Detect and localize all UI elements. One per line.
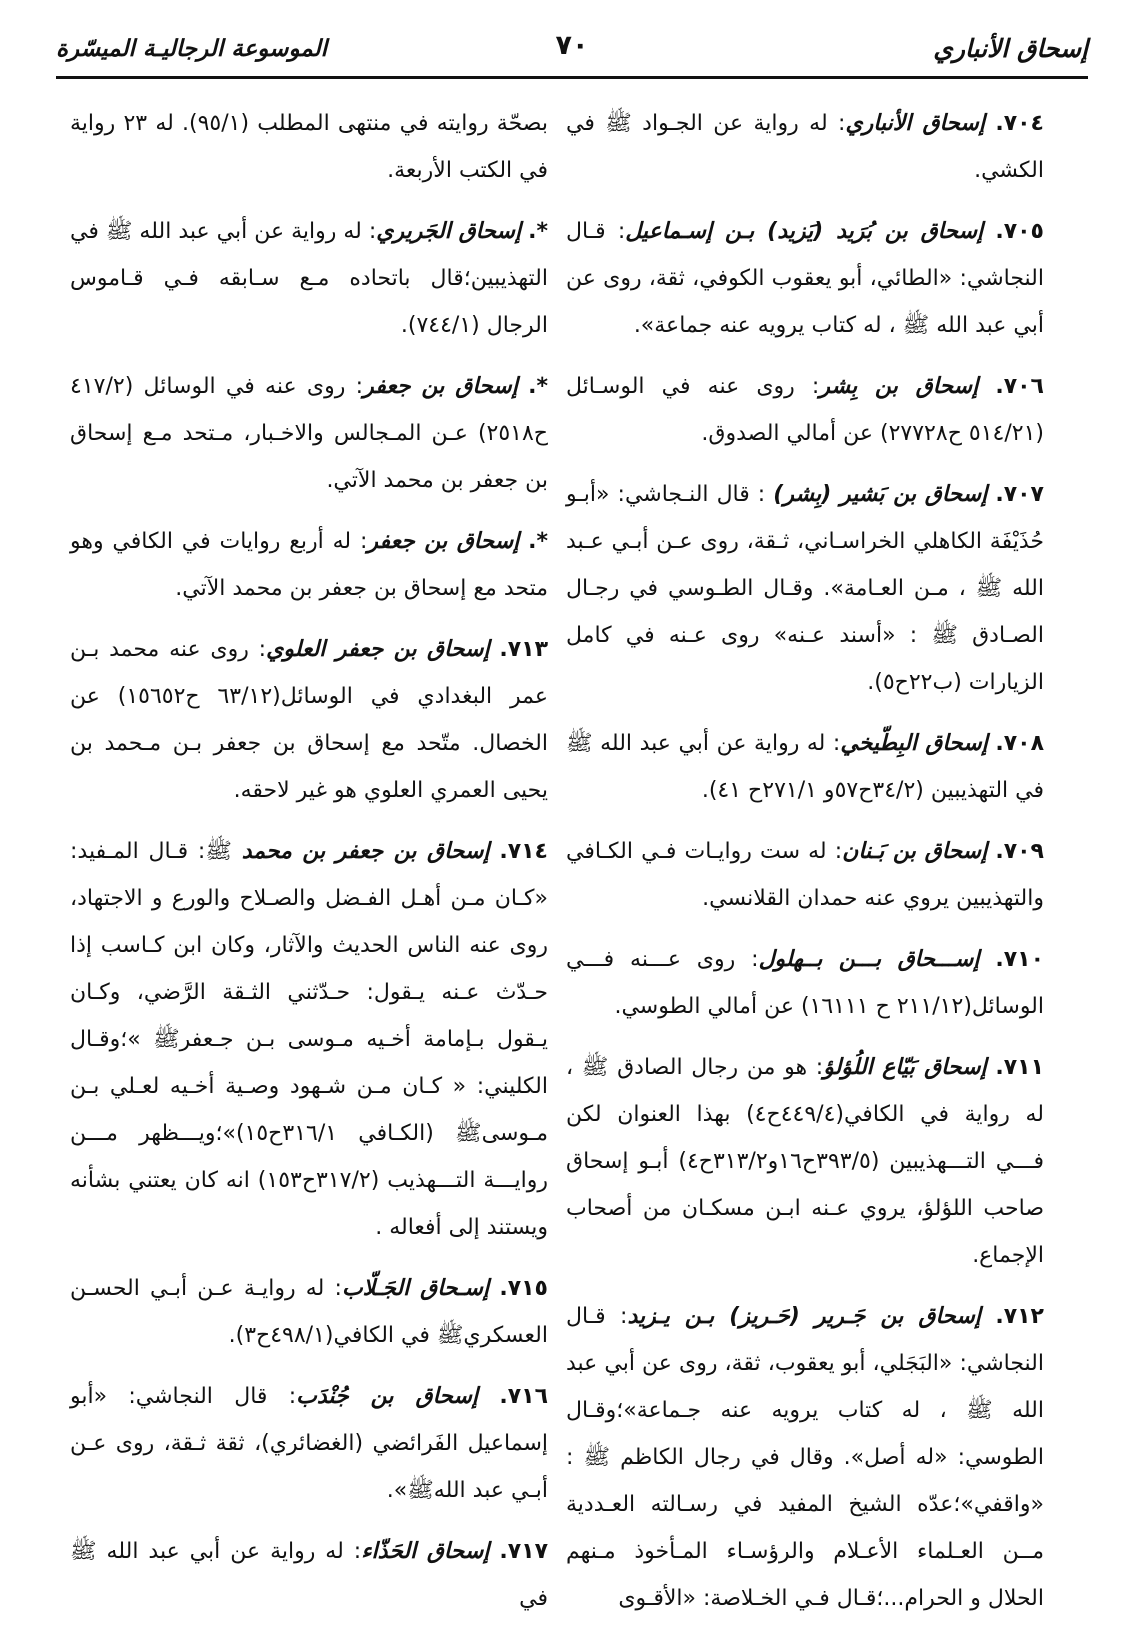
entry-text: : له رواية عن أبي عبد الله ﷺ في التهذيبين (٣٤/٢ح٥٧و ٢٧١/١ح ٤١). [566, 731, 1044, 803]
entry-710 [566, 936, 1044, 1030]
entry-number: ٧٠٩. [995, 839, 1044, 864]
entry-number: ٧٠٥. [995, 219, 1044, 244]
entry-name: إسحاق بَيّاع اللُؤلؤ [823, 1055, 987, 1080]
entry-text: : روى عنه في الوسـائل (٥١٤/٢١ ح٢٧٧٢٨) عن أمالي الصدوق. [566, 374, 1044, 446]
entry-number: ٧١٤. [499, 839, 548, 864]
entry-709 [566, 828, 1044, 922]
entry-name: إسحاق بن جَـرير (حَـريز) بـن يـزيد [627, 1304, 981, 1329]
entry-text: : قـال النجاشي: «البَجَلي، أبو يعقوب، ثقة، روى عن أبي عبد الله ﷺ ، له كتاب يرويه عنه جـماعة»؛وقـال الطوسي: «له أصل». وقال في رجال الكاظم ﷺ : «واقفي»؛عدّه الشيخ المفيد في رسـالته العـددية مــن العـلماء الأعـلام والرؤسـاء المـأخوذ مـنهم الحلال و الحرام...؛قـال فـي الخـلاصة: «الأقـوى [566, 1304, 1044, 1611]
entry-716 [70, 1373, 548, 1514]
entry-name: إسحاق بن بَشير (بِشر) [773, 482, 988, 507]
entry-name: إسحاق بن جعفر [363, 374, 518, 399]
running-title-left: الموسوعة الرجاليـة الميسّرة [56, 36, 328, 62]
entry-name: إســـحاق بـــن بــهلول [758, 947, 980, 972]
entry-number: ٧١٧. [499, 1539, 549, 1564]
right-column [566, 100, 1044, 1636]
entry-number: *. [528, 374, 548, 399]
entry-text: : له أربع روايات في الكافي وهو متحد مع إسحاق بن جعفر بن محمد الآتي. [70, 529, 548, 601]
entry-name: إسحاق بن بَـنان [842, 839, 988, 864]
entry-jafar-2 [70, 518, 548, 612]
entry-name: إسحاق الحَذّاء [361, 1539, 490, 1564]
entry-712 [566, 1293, 1044, 1622]
entry-text: : له رواية عن أبي عبد الله ﷺ في [70, 1539, 548, 1611]
entry-jafar-1 [70, 363, 548, 504]
entry-text: : روى عنه في الوسائل (٤١٧/٢ ح٢٥١٨) عـن المـجالس والاخـبار، مـتحد مـع إسحاق بن جعفر بن محمد الآتي. [70, 374, 548, 493]
entry-number: ٧١٣. [499, 637, 549, 662]
entry-name: إسحاق بن جعفر العلوي [266, 637, 490, 662]
entry-text: بصحّة روايته في منتهى المطلب (٩٥/١). له ٢٣ رواية في الكتب الأربعة. [70, 111, 548, 183]
entry-number: ٧٠٤. [995, 111, 1044, 136]
entry-number: ٧١٦. [499, 1384, 549, 1409]
entry-text: : له ست روايـات فـي الكـافي والتهذيبين يروي عنه حمدان القلانسي. [566, 839, 1044, 911]
entry-name: إسحاق بن بِشر [819, 374, 979, 399]
entry-name: إسحاق بن بُرَيد (يَزيد) بـن إسـماعيل [625, 219, 984, 244]
entry-number: *. [528, 219, 548, 244]
entry-707 [566, 471, 1044, 706]
entry-706 [566, 363, 1044, 457]
entry-number: *. [528, 529, 548, 554]
entry-text: : له رواية عن أبي عبد الله ﷺ في التهذيبين؛قال باتحاده مـع سـابقه فـي قـاموس الرجال (٧٤٤/١). [70, 219, 548, 338]
entry-number: ٧١١. [995, 1055, 1045, 1080]
entry-name: إسحاق بن جُنْدَب [296, 1384, 479, 1409]
entry-text: : له روايـة عـن أبـي الحسـن العسكريﷺ في الكافي(٤٩٨/١ح٣). [70, 1276, 548, 1348]
entry-711 [566, 1044, 1044, 1279]
entry-text: : هو من رجال الصادق ﷺ ، له رواية في الكافي(٤٤٩/٤ح٤) بهذا العنوان لكن فـــي التـــهذيبين (٣٩٣/٥ح١٦و٣١٣/٢ح٤) أبـو إسحاق صاحب اللؤلؤ، يروي عـنه ابـن مسكـان من أصحاب الإجماع. [566, 1055, 1044, 1268]
entry-text: : قـال النجاشي: «الطائي، أبو يعقوب الكوفي، ثقة، روى عن أبي عبد الله ﷺ ، له كتاب يرويه عنه جماعة». [566, 219, 1044, 338]
entry-number: ٧٠٨. [995, 731, 1045, 756]
entry-name: إسحاق البِطّيخي [840, 731, 988, 756]
entry-text: : روى عنه محمد بـن عمر البغدادي في الوسائل(٦٣/١٢ ح١٥٦٥٢) عن الخصال. متّحد مع إسحاق بن جعفر بـن مـحمد بن يحيى العمري العلوي هو غير لاحقه. [70, 637, 549, 803]
header-rule [56, 76, 1088, 79]
entry-number: ٧١٠. [995, 947, 1045, 972]
entry-708 [566, 720, 1044, 814]
entry-name: إسحاق الجَريري [376, 219, 522, 244]
entry-name: إسـحاق الجَـلّاب [341, 1276, 490, 1301]
left-column [70, 100, 548, 1636]
entry-number: ٧١٢. [995, 1304, 1044, 1329]
entry-705 [566, 208, 1044, 349]
running-title-right: إسحاق الأنباري [933, 34, 1088, 63]
entry-number: ٧٠٧. [995, 482, 1044, 507]
entry-704 [566, 100, 1044, 194]
page-number: ٧٠ [555, 30, 589, 61]
entry-text: : له رواية عن الجـواد ﷺ في الكشي. [566, 111, 1044, 183]
entry-text: : روى عـــنه فـــي الوسائل(٢١١/١٢ ح ١٦١١١) عن أمالي الطوسي. [566, 947, 1044, 1019]
entry-712-continued [70, 100, 548, 194]
entry-number: ٧٠٦. [995, 374, 1044, 399]
entry-714 [70, 828, 548, 1251]
entry-jariri [70, 208, 548, 349]
entry-text: : قال النـجاشي: «أبـو حُذَيْفَة الكاهلي الخراسـاني، ثـقة، روى عـن أبـي عـبد الله ﷺ ، مـن العـامة». وقـال الطـوسي في رجـال الصـادق ﷺ : «أسند عـنه» روى عـنه في كامل الزيارات (ب٢٢ح٥). [566, 482, 1044, 695]
entry-715 [70, 1265, 548, 1359]
entry-717 [70, 1528, 548, 1622]
entry-name: إسحاق بن جعفر [367, 529, 520, 554]
page-header [56, 30, 1088, 74]
entry-number: ٧١٥. [499, 1276, 548, 1301]
entry-713 [70, 626, 548, 814]
entry-text: ﷺ: قـال المـفيد: «كـان مـن أهـل الفـضل والصـلاح والورع و الاجتهاد، روى عنه الناس الحديث والآثار، وكان ابن كـاسب إذا حـدّث عـنه يـقول: حـدّثني الثـقة الرَّضي، وكـان يـقول بـإمامة أخـيه مـوسى بـن جـعفرﷺ »؛وقـال الكليني: « كـان مـن شـهود وصـية أخـيه لعـلي بـن مـوسىﷺ (الكـافي ٣١٦/١ح١٥)»؛ويـــظهر مـــن روايـــة التـــهذيب (٣١٧/٢ح١٥٣) انه كان يعتني بشأنه ويستند إلى أفعاله . [70, 839, 548, 1240]
entry-name: إسحاق الأنباري [845, 111, 985, 136]
entry-text: : قال النجاشي: «أبو إسماعيل الفَرائضي (الغضائري)، ثقة ثـقة، روى عـن أبـي عبد اللهﷺ». [70, 1384, 548, 1503]
entry-name: إسحاق بن جعفر بن محمد [241, 839, 490, 864]
